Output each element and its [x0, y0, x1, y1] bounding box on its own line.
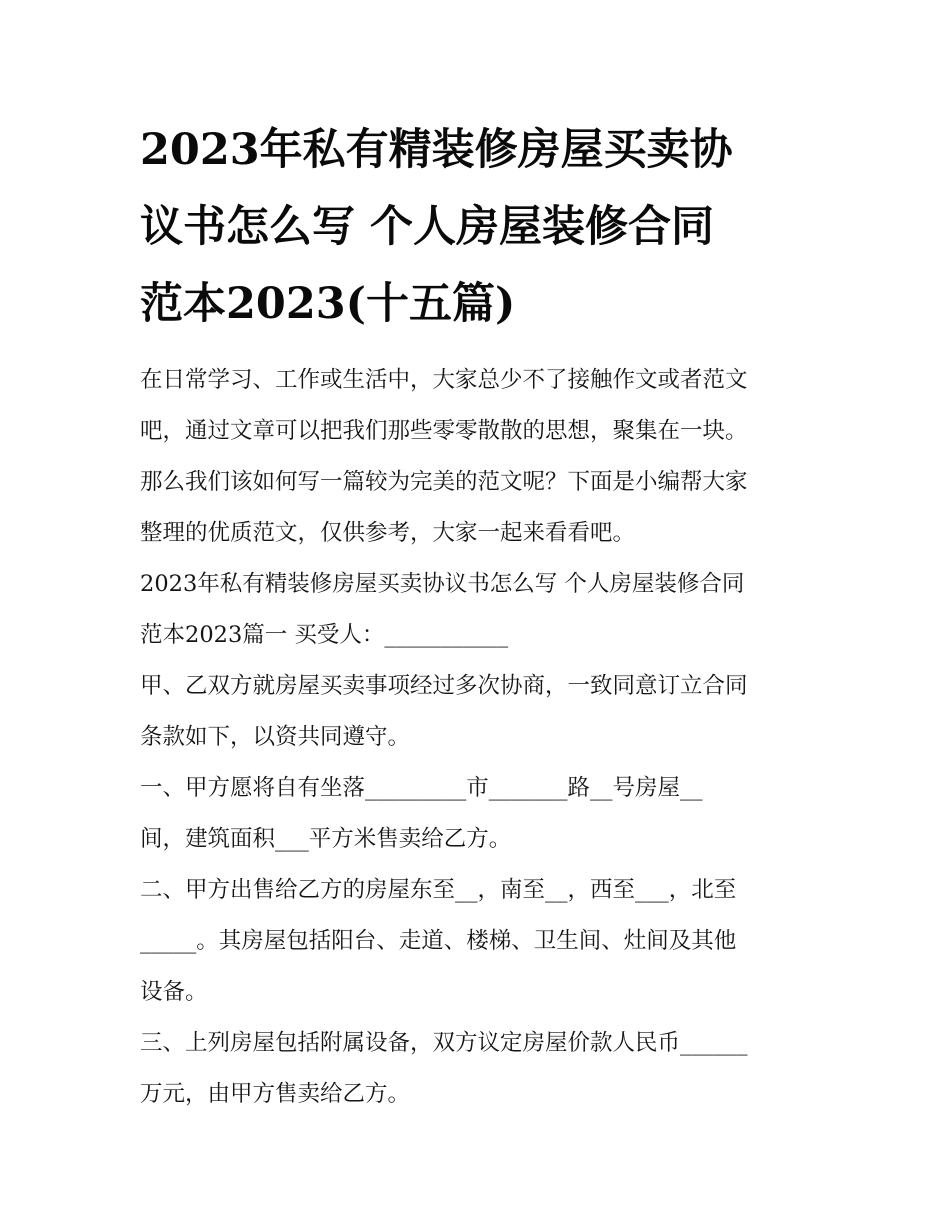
document-body — [140, 355, 820, 1120]
intro-paragraph — [140, 355, 820, 559]
text-line: 一、甲方愿将自有坐落_________市_______路__号房屋__ — [140, 775, 703, 801]
text-line: 条款如下，以资共同遵守。 — [140, 724, 411, 750]
document-title — [140, 112, 820, 343]
text-line: 整理的优质范文，仅供参考，大家一起来看看吧。 — [140, 520, 636, 546]
clause-3-paragraph — [140, 1018, 820, 1120]
section-heading-paragraph — [140, 559, 820, 661]
title-line: 范本2023(十五篇) — [140, 279, 516, 329]
text-line: 在日常学习、工作或生活中，大家总少不了接触作文或者范文 — [140, 367, 748, 393]
clause-2-paragraph — [140, 865, 820, 1018]
text-line: 2023年私有精装修房屋买卖协议书怎么写 个人房屋装修合同 — [140, 571, 745, 597]
text-line: _____。其房屋包括阳台、走道、楼梯、卫生间、灶间及其他 — [140, 928, 737, 954]
text-line: 间，建筑面积___平方米售卖给乙方。 — [140, 826, 512, 852]
title-line: 2023年私有精装修房屋买卖协 — [140, 125, 733, 175]
document-page — [140, 112, 820, 1120]
agreement-paragraph — [140, 661, 820, 763]
text-line: 万元，由甲方售卖给乙方。 — [140, 1081, 411, 1107]
clause-1-paragraph — [140, 763, 820, 865]
text-line: 设备。 — [140, 979, 208, 1005]
text-line: 吧，通过文章可以把我们那些零零散散的思想，聚集在一块。 — [140, 418, 748, 444]
text-line: 二、甲方出售给乙方的房屋东至__，南至__，西至___，北至 — [140, 877, 737, 903]
text-line: 那么我们该如何写一篇较为完美的范文呢？下面是小编帮大家 — [140, 469, 748, 495]
text-line: 三、上列房屋包括附属设备，双方议定房屋价款人民币______ — [140, 1030, 748, 1056]
title-line: 议书怎么写 个人房屋装修合同 — [140, 202, 714, 252]
text-line: 甲、乙双方就房屋买卖事项经过多次协商，一致同意订立合同 — [140, 673, 748, 699]
text-line: 范本2023篇一 买受人：___________ — [140, 622, 509, 648]
